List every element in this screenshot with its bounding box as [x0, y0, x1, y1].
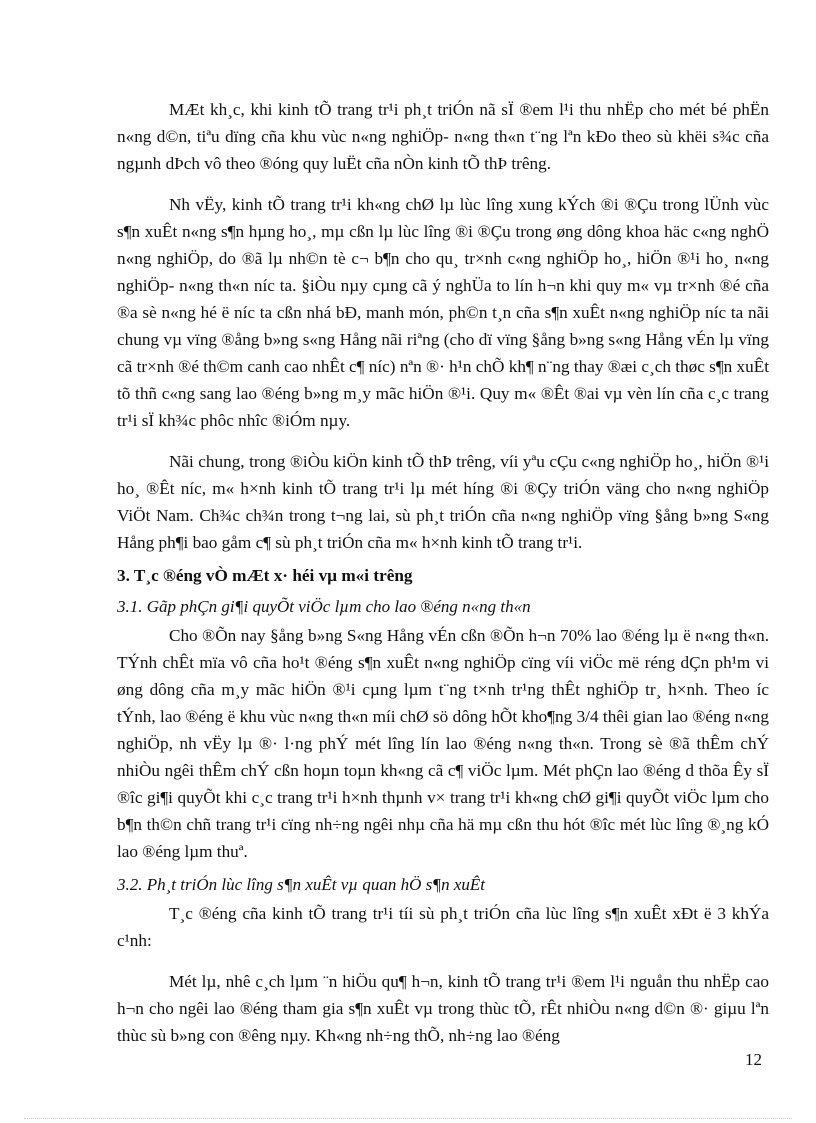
subsection-heading-3-2: 3.2. Ph¸t triÓn lùc lîng s¶n xuÊt vµ quan hÖ s¶n xuÊt [117, 875, 486, 894]
subsection-heading-3-1: 3.1. Gãp phÇn gi¶i quyÕt viÖc lµm cho lao ®éng n«ng th«n [117, 597, 531, 616]
paragraph-first-aspect: Mét lµ, nhê c¸ch lµm ¨n hiÖu qu¶ h¬n, kinh tÕ trang tr¹i ®em l¹i nguån thu nhËp cao h¬n cho ngêi lao ®éng tham gia s¶n xuÊt vµ trong thùc tÕ, rÊt nhiÒu n«ng d©n ®· giµu lªn thùc sù b»ng con ®êng nµy. Kh«ng nh÷ng thÕ, nh÷ng lao ®éng [117, 972, 769, 1045]
section-heading: 3. T¸c ®éng vÒ mÆt x· héi vµ m«i trêng [117, 566, 413, 585]
page-content [117, 96, 769, 1063]
paragraph-conclusion: Nãi chung, trong ®iÒu kiÖn kinh tÕ thÞ trêng, víi yªu cÇu c«ng nghiÖp ho¸, hiÖn ®¹i ho¸ ®Êt níc, m« h×nh kinh tÕ trang tr¹i lµ mét híng ®i ®Çy triÓn väng cho n«ng nghiÖp ViÖt Nam. Ch¾c ch¾n trong t¬ng lai, sù ph¸t triÓn cña n«ng nghiÖp vïng §ång b»ng S«ng Hång ph¶i bao gåm c¶ sù ph¸t triÓn cña m« h×nh kinh tÕ trang tr¹i. [117, 452, 769, 552]
paragraph-farm-role: Nh vËy, kinh tÕ trang tr¹i kh«ng chØ lµ lùc lîng xung kÝch ®i ®Çu trong lÜnh vùc s¶n xuÊt n«ng s¶n hµng ho¸, mµ cßn lµ lùc lîng ®i ®Çu trong øng dông khoa häc c«ng nghÖ n«ng nghiÖp, do ®ã lµ nh©n tè c¬ b¶n cho qu¸ tr×nh c«ng nghiÖp ho¸, hiÖn ®¹i ho¸ n«ng nghiÖp- n«ng th«n níc ta. §iÒu nµy cµng cã ý nghÜa to lín h¬n khi quy m« vµ tr×nh ®é cña ®a sè n«ng hé ë níc ta cßn nhá bÐ, manh món, ph©n t¸n cña s¶n xuÊt n«ng nghiÖp níc ta nãi chung vµ vïng ®ång b»ng s«ng Hång nãi riªng (cho dï vïng §ång b»ng s«ng Hång vÉn lµ vïng cã tr×nh ®é th©m canh cao nhÊt c¶ níc) nªn ®· h¹n chÕ kh¶ n¨ng thay ®æi c¸ch thøc s¶n xuÊt tõ thñ c«ng sang lao ®éng b»ng m¸y mãc hiÖn ®¹i. Quy m« ®Êt ®ai vµ vèn lín cña c¸c trang tr¹i sÏ kh¾c phôc nhîc ®iÓm nµy. [117, 195, 769, 430]
paragraph-employment: Cho ®Õn nay §ång b»ng S«ng Hång vÉn cßn ®Õn h¬n 70% lao ®éng lµ ë n«ng th«n. TÝnh chÊt mïa vô cña ho¹t ®éng s¶n xuÊt n«ng nghiÖp cïng víi viÖc më réng dÇn ph¹m vi øng dông cña m¸y mãc hiÖn ®¹i cµng lµm t¨ng t×nh tr¹ng thÊt nghiÖp tr¸ h×nh. Theo íc tÝnh, lao ®éng ë khu vùc n«ng th«n míi chØ sö dông hÕt kho¶ng 3/4 thêi gian lao ®éng n«ng nghiÖp, nh vËy lµ ®· l·ng phÝ mét lîng lín lao ®éng n«ng th«n. Trong sè ®ã thÊm chÝ nhiÒu ngêi thÊm chÝ cßn hoµn toµn kh«ng cã c¶ viÖc lµm. Mét phÇn lao ®éng d thõa Êy sÏ ®îc gi¶i quyÕt khi c¸c trang tr¹i h×nh thµnh v× trang tr¹i kh«ng chØ gi¶i quyÕt viÖc lµm cho b¶n th©n chñ trang tr¹i cïng nh÷ng ngêi nhµ cña hä mµ cßn thu hót ®îc mét lùc lîng ®¸ng kÓ lao ®éng lµm thuª. [117, 626, 769, 861]
paragraph-productive-forces: T¸c ®éng cña kinh tÕ trang tr¹i tíi sù ph¸t triÓn cña lùc lîng s¶n xuÊt xÐt ë 3 khÝa c¹nh: [117, 904, 769, 950]
page-number: 12 [745, 1050, 762, 1069]
footer-divider [24, 1118, 792, 1119]
paragraph-economic-effect: MÆt kh¸c, khi kinh tÕ trang tr¹i ph¸t triÓn nã sÏ ®em l¹i thu nhËp cho mét bé phËn n«ng d©n, tiªu dïng cña khu vùc n«ng nghiÖp- n«ng th«n t¨ng lªn kÐo theo sù khëi s¾c cña ngµnh dÞch vô theo ®óng quy luËt cña nÒn kinh tÕ thÞ trêng. [117, 100, 769, 173]
